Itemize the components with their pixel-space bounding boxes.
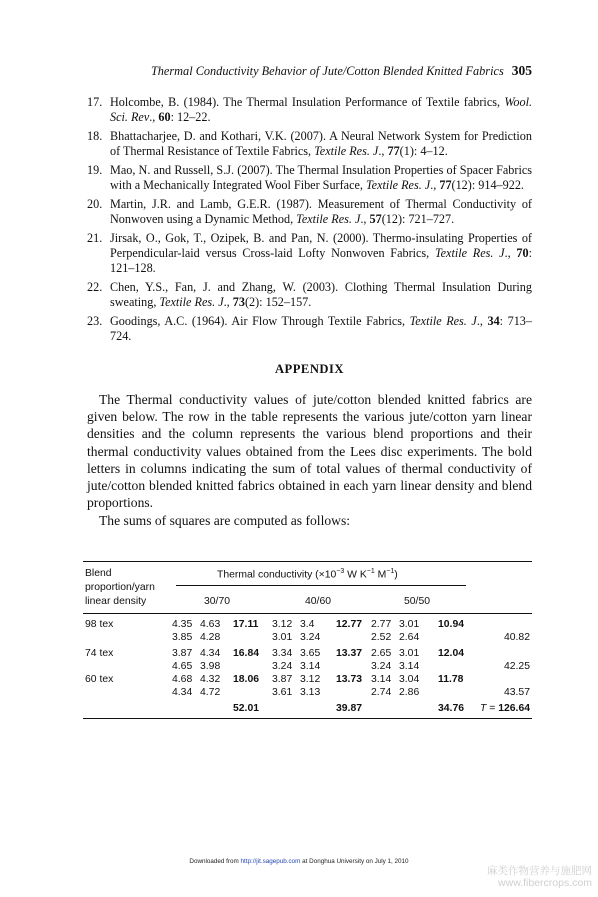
reference-number: 17. [87,95,103,109]
value-cell: 3.01 [272,632,293,643]
value-cell: 4.34 [172,687,193,698]
reference-item: 21. Jirsak, O., Gok, T., Ozipek, B. and Pan, N. (2000). Thermo-insulating Properties of Perpendicular-laid versus Cross-laid Lofty Nonwoven Fabrics, Textile Res. J., 70: 121–128. [87,231,532,275]
sum-cell: 13.73 [336,674,363,685]
reference-item: 23. Goodings, A.C. (1964). Air Flow Through Textile Fabrics, Textile Res. J., 34: 713–724. [87,314,532,343]
download-link[interactable]: http://jit.sagepub.com [240,858,301,865]
volume-number: 57 [369,212,382,226]
download-footer: Downloaded from http://jit.sagepub.com at Donghua University on July 1, 2010 [189,858,409,865]
sum-cell: 10.94 [438,619,465,630]
volume-number: 77 [387,144,400,158]
value-cell: 4.32 [200,674,221,685]
value-cell: 3.4 [300,619,315,630]
running-title: Thermal Conductivity Behavior of Jute/Cotton Blended Knitted Fabrics [150,64,504,78]
value-cell: 4.34 [200,648,221,659]
value-cell: 3.14 [371,674,392,685]
stub-header-line-1: Blend [85,568,112,579]
page-number: 305 [511,63,532,78]
journal-name: Textile Res. J [409,314,477,328]
reference-number: 20. [87,197,103,211]
sum-cell: 12.77 [336,619,363,630]
reference-list [87,95,532,348]
value-cell: 3.14 [300,661,321,672]
row-total: 42.25 [503,661,530,672]
row-label: 98 tex [85,619,114,630]
blend-header-40-60: 40/60 [305,596,332,607]
value-cell: 4.28 [200,632,221,643]
journal-name: Textile Res. J [434,246,505,260]
stub-header-line-2: proportion/yarn [85,582,155,593]
value-cell: 3.87 [172,648,193,659]
value-cell: 4.72 [200,687,221,698]
value-cell: 3.24 [272,661,293,672]
value-cell: 3.14 [399,661,420,672]
blend-header-50-50: 50/50 [404,596,431,607]
value-cell: 3.04 [399,674,420,685]
watermark: 麻类作物营养与施肥网 www.fibercrops.com [487,865,592,889]
value-cell: 4.35 [172,619,193,630]
value-cell: 4.63 [200,619,221,630]
journal-name: Wool. Sci. Rev [110,95,532,124]
sum-cell: 18.06 [233,674,260,685]
value-cell: 4.65 [172,661,193,672]
stub-header-line-3: linear density [85,596,147,607]
value-cell: 3.85 [172,632,193,643]
value-cell: 3.98 [200,661,221,672]
value-cell: 2.77 [371,619,392,630]
reference-item: 20. Martin, J.R. and Lamb, G.E.R. (1987). Measurement of Thermal Conductivity of Nonwoven using a Dynamic Method, Textile Res. J., 57(12): 721–727. [87,197,532,226]
value-cell: 3.87 [272,674,293,685]
journal-name: Textile Res. J [314,144,379,158]
journal-name: Textile Res. J [366,178,431,192]
value-cell: 3.34 [272,648,293,659]
column-total: 52.01 [233,703,260,714]
value-cell: 2.86 [399,687,420,698]
table-bottom-rule [83,718,532,719]
value-cell: 3.12 [300,674,321,685]
row-label: 60 tex [85,674,114,685]
value-cell: 3.01 [399,619,420,630]
running-header [110,63,532,79]
column-total: 34.76 [438,703,465,714]
reference-number: 21. [87,231,103,245]
table-group-rule [176,585,466,586]
sum-cell: 16.84 [233,648,260,659]
value-cell: 2.64 [399,632,420,643]
table-group-header: Thermal conductivity ($\times 10^{-3}$ W $K^{-1}$ $M^{-1}$) [217,568,398,581]
reference-item: 19. Mao, N. and Russell, S.J. (2007). The Thermal Insulation Properties of Spacer Fabrics with a Mechanically Integrated Wool Fiber Surface, Textile Res. J., 77(12): 914–922. [87,163,532,192]
row-label: 74 tex [85,648,114,659]
value-cell: 2.65 [371,648,392,659]
sum-cell: 11.78 [438,674,464,685]
table-header-rule [83,613,532,614]
reference-number: 22. [87,280,103,294]
reference-number: 18. [87,129,103,143]
appendix-paragraph-2: The sums of squares are computed as follows: [99,513,351,528]
value-cell: 2.52 [371,632,392,643]
value-cell: 3.24 [371,661,392,672]
volume-number: 77 [439,178,452,192]
reference-number: 19. [87,163,103,177]
reference-item: 18. Bhattacharjee, D. and Kothari, V.K. (2007). A Neural Network System for Prediction of Thermal Resistance of Textile Fabrics, Textile Res. J., 77(1): 4–12. [87,129,532,158]
value-cell: 3.13 [300,687,321,698]
reference-item: 17. Holcombe, B. (1984). The Thermal Insulation Performance of Textile fabrics, Wool. Sci. Rev., 60: 12–22. [87,95,532,124]
journal-name: Textile Res. J [296,212,361,226]
row-total: 43.57 [503,687,530,698]
blend-header-30-70: 30/70 [204,596,231,607]
value-cell: 2.74 [371,687,392,698]
sum-cell: 17.11 [233,619,259,630]
value-cell: 3.01 [399,648,420,659]
table-top-rule [83,561,532,562]
grand-total: T = 126.64 [480,703,530,714]
reference-item: 22. Chen, Y.S., Fan, J. and Zhang, W. (2003). Clothing Thermal Insulation During sweating, Textile Res. J., 73(2): 152–157. [87,280,532,309]
value-cell: 4.68 [172,674,193,685]
volume-number: 60 [158,110,171,124]
value-cell: 3.61 [272,687,293,698]
volume-number: 70 [516,246,529,260]
appendix-title: APPENDIX [274,362,345,376]
appendix-paragraph: The Thermal conductivity values of jute/cotton blended knitted fabrics are given below. The row in the table represents the various jute/cotton yarn linear densities and the column represents the various blend proportions and their thermal conductivity values obtained from the Lees disc experiments. The bold letters in columns indicating the sum of total values of thermal conductivity of jute/cotton blended knitted fabrics obtained in each yarn linear density and blend proportions. [87,392,532,511]
value-cell: 3.12 [272,619,293,630]
volume-number: 34 [487,314,500,328]
reference-number: 23. [87,314,103,328]
volume-number: 73 [232,295,245,309]
sum-cell: 12.04 [438,648,465,659]
sum-cell: 13.37 [336,648,363,659]
value-cell: 3.24 [300,632,321,643]
row-total: 40.82 [503,632,530,643]
journal-name: Textile Res. J [159,295,224,309]
column-total: 39.87 [336,703,363,714]
value-cell: 3.65 [300,648,321,659]
